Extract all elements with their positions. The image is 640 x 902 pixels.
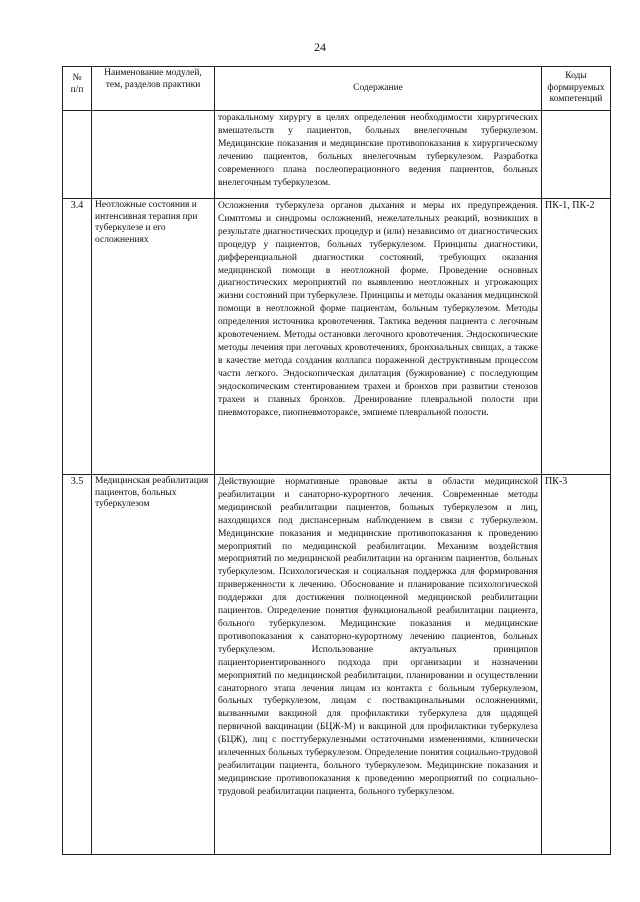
table-row — [63, 199, 611, 475]
table-row — [63, 111, 611, 199]
row-content: Действующие нормативные правовые акты в области медицинской реабилитации и санаторно-курортного лечения. Современные методы медицинской реабилитации пациентов, больных туберкулезом и лиц, находящихся под диспансерным наблюдением в связи с туберкулезом. Медицинские показания и медицинские противопоказания к проведению мероприятий по медицинской реабилитации. Механизм воздействия мероприятий по медицинской реабилитации на организм пациентов, больных туберкулезом. Психологическая и социальная поддержка для формирования приверженности к лечению. Обоснование и планирование психологической поддержки для достижения полноценной медицинской реабилитации пациентов. Определение понятия функциональной реабилитации пациента, больного туберкулезом. Медицинские показания и медицинские противопоказания к санаторно-курортному лечению пациентов, больных туберкулезом. Использование актуальных принципов пациенториентированного подхода при организации и назначении мероприятий по медицинской реабилитации, планировании и осуществлении санаторного этапа лечения лицам из контакта с больным туберкулезом, больных туберкулезом, лицам с поствакцинальными осложнениями, вызванными вакциной для профилактики туберкулеза для щадящей первичной вакцинации (БЦЖ-М) и вакциной для профилактики туберкулеза (БЦЖ), лиц с посттуберкулезными остаточными изменениями, клинически излеченных больных туберкулезом. Определение понятия социально-трудовой реабилитации пациента, больного туберкулезом. Медицинские показания и медицинские противопоказания к проведению мероприятий по социально-трудовой реабилитации пациента, больного туберкулезом. — [215, 475, 542, 855]
row-num: 3.5 — [63, 475, 92, 855]
table-row — [63, 475, 611, 855]
row-num: 3.4 — [63, 199, 92, 475]
row-competencies: ПК-3 — [542, 475, 611, 855]
row-name: Медицинская реабилитация пациентов, больных туберкулезом — [92, 475, 215, 855]
row-competencies: ПК-1, ПК-2 — [542, 199, 611, 475]
header-name: Наименование модулей, тем, разделов практики — [92, 67, 215, 111]
row-content: торакальному хирургу в целях определения необходимости хирургических вмешательств у пациентов, больных внелегочным туберкулезом. Медицинские показания и медицинские противопоказания к хирургическому лечению пациентов, больных внелегочным туберкулезом. Разработка современного плана послеоперационного ведения пациентов, больных внелегочным туберкулезом. — [215, 111, 542, 199]
row-name: Неотложные состояния и интенсивная терапия при туберкулезе и его осложнениях — [92, 199, 215, 475]
header-num: № п/п — [63, 67, 92, 111]
table-header-row — [63, 67, 611, 111]
row-content: Осложнения туберкулеза органов дыхания и меры их предупреждения. Симптомы и синдромы осложнений, нежелательных реакций, возникших в результате диагностических процедур и (или) независимо от диагностических процедур у пациентов, больных туберкулезом. Принципы диагностики, дифференциальной диагностики состояний, требующих оказания медицинской помощи в неотложной форме. Проведение основных диагностических мероприятий по выявлению неотложных и угрожающих жизни состояний при туберкулезе. Принципы и методы оказания медицинской помощи в неотложной форме пациентам, больным туберкулезом. Методы определения источника кровотечения. Тактика ведения пациента с легочным кровотечением. Методы остановки легочного кровотечения. Эндоскопические методы лечения при легочных кровотечениях, бронхиальных свищах, а также в качестве метода создания коллапса пораженной деструктивным процессом части легкого. Эндоскопическая дилатация (бужирование) с последующим эндоскопическим стентированием трахеи и бронхов при развитии стенозов трахеи и главных бронхов. Дренирование плевральной полости при пневмотораксе, пиопневмотораксе, эмпиеме плевральной полости. — [215, 199, 542, 475]
row-name — [92, 111, 215, 199]
header-content: Содержание — [215, 67, 542, 111]
page-number: 24 — [314, 40, 326, 54]
row-num — [63, 111, 92, 199]
row-competencies — [542, 111, 611, 199]
header-competencies: Коды формируемых компетенций — [542, 67, 611, 111]
curriculum-table — [62, 66, 611, 855]
